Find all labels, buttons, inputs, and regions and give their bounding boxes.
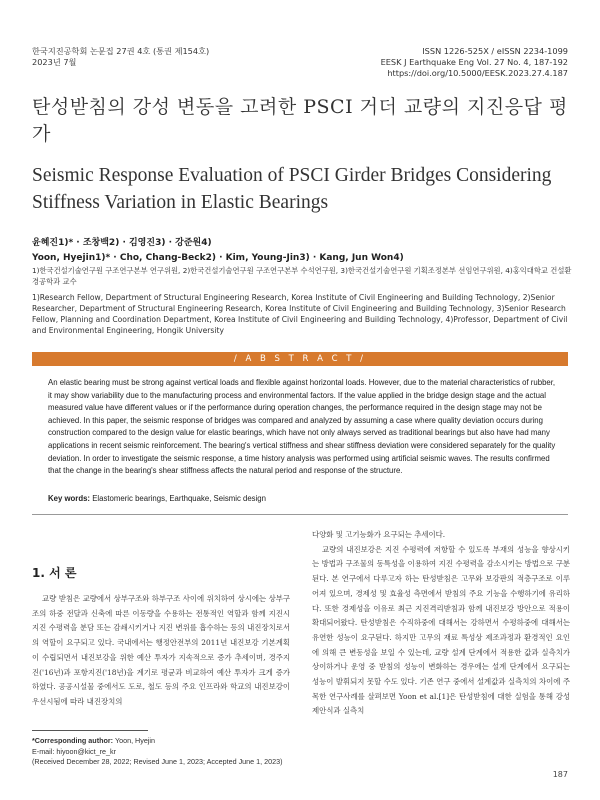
- footnote-dates: (Received December 28, 2022; Revised June 1, 2023; Accepted June 1, 2023): [32, 757, 283, 767]
- paper-title-english: Seismic Response Evaluation of PSCI Girder Bridges Considering Stiffness Variation in Elastic Bearings: [32, 165, 552, 213]
- body-column-left: [32, 592, 290, 710]
- corresponding-author-line: [32, 736, 290, 747]
- author-list: [32, 236, 572, 266]
- journal-date: 2023년 7월: [32, 57, 77, 67]
- journal-reference: EESK J Earthquake Eng Vol. 27 No. 4, 187-192: [380, 57, 568, 67]
- footnote-divider: [32, 730, 148, 731]
- body-column-right: [312, 528, 570, 719]
- keywords-label: Key words:: [48, 494, 91, 503]
- issn: ISSN 1226-525X / eISSN 2234-1099: [422, 46, 568, 56]
- paragraph: 교량 받침은 교량에서 상부구조와 하부구조 사이에 위치하여 상시에는 상부구조의 하중 전달과 신축에 따른 이동량을 수용하는 전통적인 역할과 함께 지진시 지진 수평력을 분담 또는 감쇄시키거나 지진 변위를 흡수하는 등의 내진장치로서의 역할이 요구되고 있다. 국내에서는 행정안전부의 2011년 내진보강 기본계획이 수립되면서 내진보강을 위한 예산 투자가 지속적으로 증가 추세이며, 경주지진('16년)과 포항지진('18년)을 계기로 평균과 비교하여 예산 투자가 크게 증가하였다. 공공시설물 중에서도 도로, 철도 등의 주요 인프라와 학교의 내진보강이 우선시됨에 따라 내진장치의: [32, 594, 290, 706]
- journal-header-right: [381, 46, 568, 79]
- section-heading: 1. 서 론: [32, 566, 77, 580]
- paragraph: 다양화 및 고기능화가 요구되는 추세이다.: [312, 530, 446, 539]
- journal-header-left: [32, 46, 209, 68]
- keywords: [48, 494, 556, 503]
- doi-link[interactable]: https://doi.org/10.5000/EESK.2023.27.4.187: [387, 68, 568, 78]
- affiliations-korean: 1)한국건설기술연구원 구조연구본부 연구위원, 2)한국건설기술연구원 구조연구본부 수석연구원, 3)한국건설기술연구원 기획조정본부 선임연구위원, 4)홍익대학교 건설환경공학과 교수: [32, 266, 572, 286]
- footnote-email[interactable]: E-mail: hiyoon@kict_re_kr: [32, 746, 116, 756]
- affiliations-english: 1)Research Fellow, Department of Structural Engineering Research, Korea Institute of Civil Engineering and Building Technology, 2)Senior Researcher, Department of Structural Engineering Research, Korea Institute of Civil Engineering and Building Technology, 3)Senior Research Fellow, Planning and Coordination Department, Korea Institute of Civil Engineering and Building Technology, 4)Professor, Department of Civil and Environmental Engineering, Hongik University: [32, 293, 568, 335]
- abstract-text: An elastic bearing must be strong against vertical loads and flexible against horizontal loads. However, due to the material characteristics of rubber, it may show variability due to the manufacturing process and environmental factors. If the value applied in the bridge design stage and the actual measured value have different values or if the performance during operation changes, the performance required in the design stage may not be achieved. In this paper, the seismic response of bridges was compared and analyzed by assuming a case where quality deviation occurs during construction compared to the design value for elastic bearings, which have not only always served as traditional bearings but also have had many applications in recent seismic reinforcement. The bearing's vertical stiffness and shear stiffness deviation were considered separately for the quality deviation. In order to investigate the seismic response, a time history analysis was performed using artificial seismic waves. The results confirmed that the change in the bearing's shear stiffness affects the natural period and response of the structure.: [48, 378, 556, 476]
- authors-english: Yoon, Hyejin1)* · Cho, Chang-Beck2) · Kim, Young-Jin3) · Kang, Jun Won4): [32, 253, 404, 263]
- footnote-author: Yoon, Hyejin: [114, 736, 156, 745]
- paper-title-korean: 탄성받침의 강성 변동을 고려한 PSCI 거더 교량의 지진응답 평가: [32, 96, 568, 145]
- paragraph: 교량의 내진보강은 지진 수평력에 저항할 수 있도록 부재의 성능을 향상시키는 방법과 구조물의 동특성을 이용하여 지진 수평력을 감소시키는 방법으로 구분된다. 본 연구에서 다루고자 하는 탄성받침은 고무와 보강판의 적층구조로 이루어져 있으며, 경제성 및 효율성 측면에서 받침의 주요 기능을 수행하기에 유리하다. 또한 경제성을 이유로 최근 지진격리받침과 함께 내진보강 방안으로 적용이 확대되어왔다. 탄성받침은 수직하중에 대해서는 강하면서 수평하중에 대해서는 유연한 성능이 요구된다. 하지만 고무의 재료 특성상 제조과정과 환경적인 요인에 의해 큰 변동성을 보일 수 있는데, 교량 설계 단계에서 적용한 값과 실측치가 상이하거나 운영 중 받침의 성능이 변화하는 경우에는 설계 단계에서 요구되는 성능이 발휘되지 못할 수도 있다. 기존 연구 중에서 설계값과 실측치의 차이에 주목한 연구사례를 살펴보면 Yoon et al.[1]은 탄성받침에 대한 실험을 통해 강성 제안식과 실측치: [312, 544, 570, 716]
- footnote-label: *Corresponding author:: [32, 736, 114, 745]
- keywords-list: Elastomeric bearings, Earthquake, Seismic design: [92, 494, 266, 503]
- authors-korean: 윤혜진1)* · 조창백2) · 김영진3) · 강준원4): [32, 238, 212, 248]
- page-number: 187: [552, 770, 568, 779]
- journal-issue: 한국지진공학회 논문집 27권 4호 (통권 제154호): [32, 46, 210, 56]
- section-divider: [32, 514, 568, 515]
- abstract-heading: / A B S T R A C T /: [32, 352, 568, 366]
- corresponding-author-footnote: [32, 736, 290, 768]
